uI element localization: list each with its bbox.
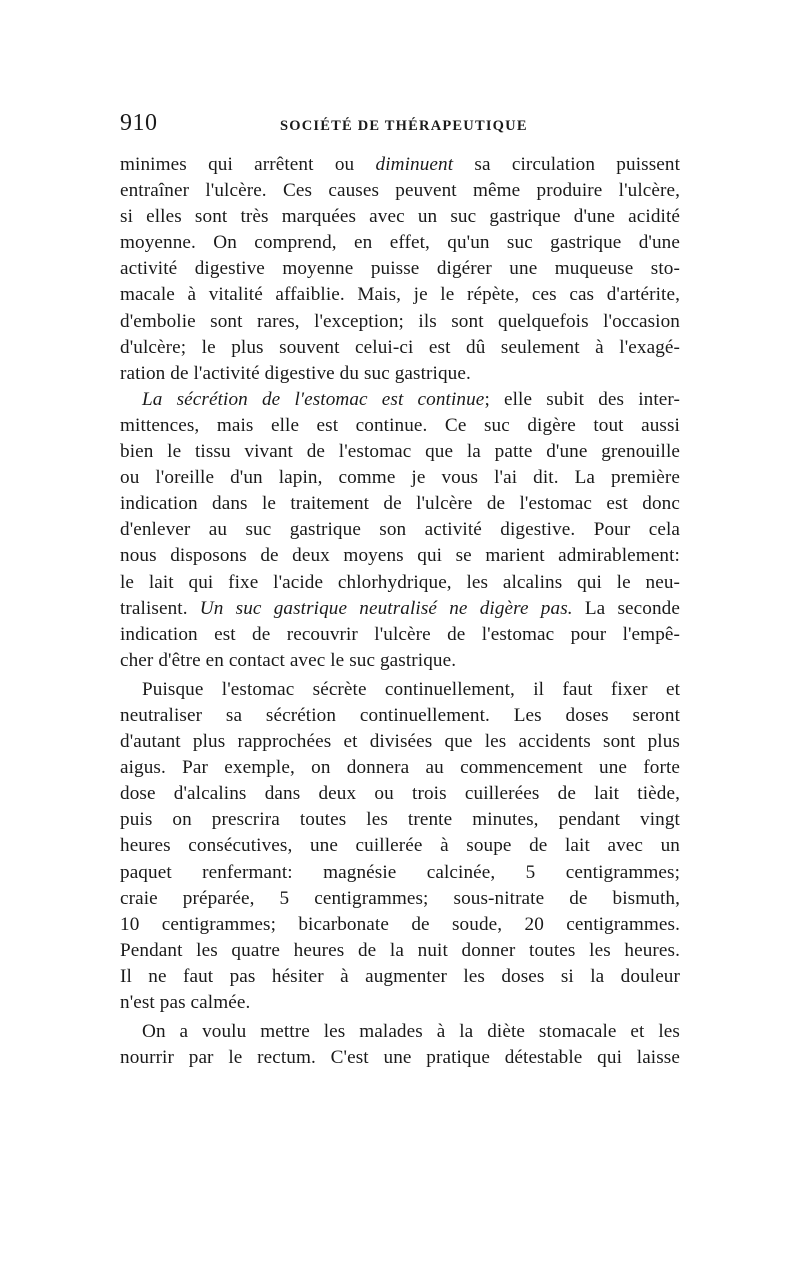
text-line: mittences, mais elle est continue. Ce suc digère tout aussi (120, 414, 680, 436)
running-title: SOCIÉTÉ DE THÉRAPEUTIQUE (280, 118, 528, 134)
text-line: activité digestive moyenne puisse digérer une muqueuse sto- (120, 258, 680, 280)
text-line: dose d'alcalins dans deux ou trois cuillerées de lait tiède, (120, 783, 680, 805)
text-line: tralisent. Un suc gastrique neutralisé ne digère pas. La seconde (120, 597, 680, 619)
text-line: si elles sont très marquées avec un suc gastrique d'une acidité (120, 206, 680, 228)
italic-emphasis: diminuent (375, 154, 454, 175)
page-header (120, 110, 680, 144)
paragraph-4 (120, 1019, 680, 1071)
text-line: d'autant plus rapprochées et divisées que les accidents sont plus (120, 731, 680, 753)
text-line: craie préparée, 5 centigrammes; sous-nitrate de bismuth, (120, 887, 680, 909)
body-text (120, 152, 680, 1071)
text-line: moyenne. On comprend, en effet, qu'un suc gastrique d'une (120, 232, 680, 254)
text-line: bien le tissu vivant de l'estomac que la patte d'une grenouille (120, 441, 680, 463)
text-line: entraîner l'ulcère. Ces causes peuvent même produire l'ulcère, (120, 180, 680, 202)
text-line: Il ne faut pas hésiter à augmenter les doses si la douleur (120, 965, 680, 987)
text-line: indication dans le traitement de l'ulcère de l'estomac est donc (120, 493, 680, 515)
page-number: 910 (120, 110, 158, 136)
text-line: macale à vitalité affaiblie. Mais, je le répète, ces cas d'artérite, (120, 284, 680, 306)
text-line: aigus. Par exemple, on donnera au commencement une forte (120, 757, 680, 779)
text-line: neutraliser sa sécrétion continuellement. Les doses seront (120, 704, 680, 726)
text-line: paquet renfermant: magnésie calcinée, 5 centigrammes; (120, 861, 680, 883)
text-line: cher d'être en contact avec le suc gastrique. (120, 649, 457, 671)
text-line: ou l'oreille d'un lapin, comme je vous l'ai dit. La première (120, 467, 680, 489)
text-line: n'est pas calmée. (120, 992, 251, 1013)
text-line: d'embolie sont rares, l'exception; ils sont quelquefois l'occasion (120, 310, 680, 332)
text-line: nourrir par le rectum. C'est une pratique détestable qui laisse (120, 1047, 680, 1069)
text-line: d'ulcère; le plus souvent celui-ci est dû seulement à l'exagé- (120, 336, 680, 358)
text-line: minimes qui arrêtent ou diminuent sa circulation puissent (120, 154, 680, 175)
text-line: ration de l'activité digestive du suc gastrique. (120, 362, 471, 384)
text-line: heures consécutives, une cuillerée à soupe de lait avec un (120, 835, 680, 857)
text-line: On a voulu mettre les malades à la diète stomacale et les (142, 1021, 680, 1043)
text-line: nous disposons de deux moyens qui se marient admirablement: (120, 545, 680, 567)
text-line: Puisque l'estomac sécrète continuellement, il faut fixer et (142, 678, 680, 700)
text-line: La sécrétion de l'estomac est continue; elle subit des inter- (142, 388, 680, 410)
text-line: d'enlever au suc gastrique son activité digestive. Pour cela (120, 519, 680, 541)
italic-emphasis: La sécrétion de l'estomac est continue (142, 388, 485, 410)
text-line: 10 centigrammes; bicarbonate de soude, 20 centigrammes. (120, 913, 680, 935)
text-line: le lait qui fixe l'acide chlorhydrique, les alcalins qui le neu- (120, 571, 680, 593)
text-line: indication est de recouvrir l'ulcère de l'estomac pour l'empê- (120, 623, 680, 645)
text-line: Pendant les quatre heures de la nuit donner toutes les heures. (120, 939, 680, 961)
paragraph-3 (120, 677, 680, 1016)
text-line: puis on prescrira toutes les trente minutes, pendant vingt (120, 809, 680, 831)
italic-emphasis: Un suc gastrique neutralisé ne digère pas. (199, 597, 573, 619)
paragraph-2 (120, 387, 680, 674)
paragraph-1 (120, 152, 680, 387)
